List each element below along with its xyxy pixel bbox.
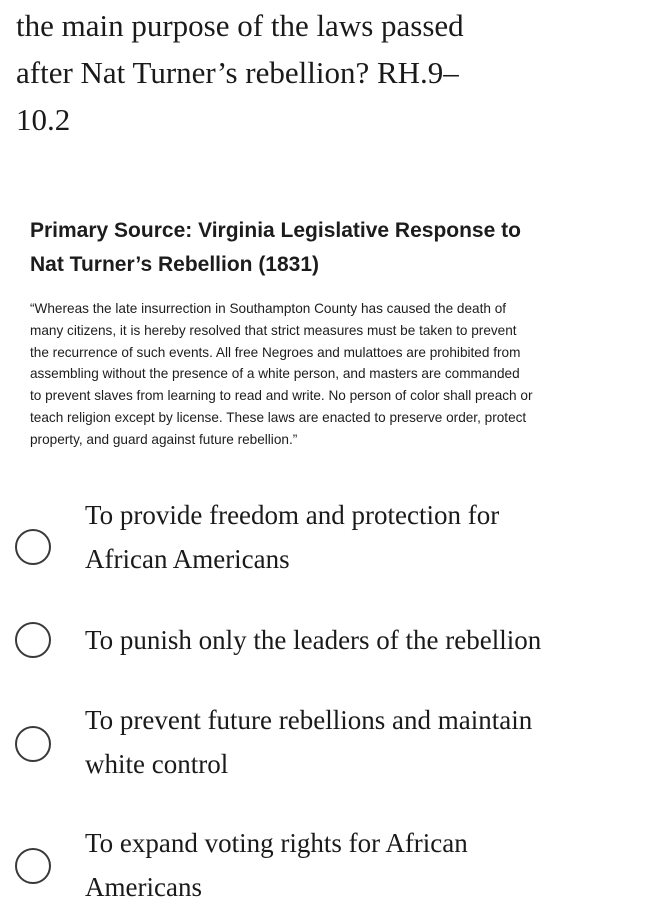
option-2-line-1: To punish only the leaders of the rebellion [85, 625, 542, 655]
quote-line: teach religion except by license. These laws are enacted to preserve order, protect [30, 409, 527, 425]
radio-button-option-1[interactable] [15, 529, 51, 565]
option-3-line-1: To prevent future rebellions and maintain [85, 705, 533, 735]
answer-option-3-label[interactable] [85, 698, 640, 786]
quote-line: many citizens, it is hereby resolved that strict measures must be taken to prevent [30, 322, 517, 338]
question-text [16, 2, 641, 143]
answer-option-1-label[interactable] [85, 493, 640, 581]
radio-button-option-2[interactable] [15, 622, 51, 658]
quote-line: property, and guard against future rebellion.” [30, 431, 298, 447]
option-1-line-1: To provide freedom and protection for [85, 500, 500, 530]
quote-line: to prevent slaves from learning to read and write. No person of color shall preach or [30, 388, 533, 404]
option-4-line-1: To expand voting rights for African [85, 828, 468, 858]
quote-line: assembling without the presence of a white person, and masters are commanded [30, 366, 520, 382]
option-1-line-2: African Americans [85, 544, 290, 574]
primary-source-quote [30, 298, 635, 451]
option-4-line-2: Americans [85, 872, 202, 902]
answer-option-3[interactable] [0, 696, 651, 798]
primary-source-title-line-2: Nat Turner’s Rebellion (1831) [30, 253, 320, 276]
quote-line: the recurrence of such events. All free Negroes and mulattoes are prohibited from [30, 344, 521, 360]
quote-line: “Whereas the late insurrection in Southampton County has caused the death of [30, 301, 507, 316]
answer-option-2-label[interactable] [85, 618, 640, 662]
primary-source-title [30, 214, 635, 282]
radio-button-option-3[interactable] [15, 726, 51, 762]
answer-option-4-label[interactable] [85, 821, 640, 909]
question-line-2: after Nat Turner’s rebellion? RH.9– [16, 55, 459, 90]
question-line-1: the main purpose of the laws passed [16, 8, 464, 43]
answer-option-2[interactable] [0, 610, 651, 670]
primary-source-title-line-1: Primary Source: Virginia Legislative Response to [30, 219, 521, 242]
radio-button-option-4[interactable] [15, 848, 51, 884]
answer-option-4[interactable] [0, 818, 651, 918]
answer-option-1[interactable] [0, 488, 651, 606]
primary-source-card [30, 214, 635, 451]
question-line-3: 10.2 [16, 102, 71, 137]
option-3-line-2: white control [85, 749, 229, 779]
